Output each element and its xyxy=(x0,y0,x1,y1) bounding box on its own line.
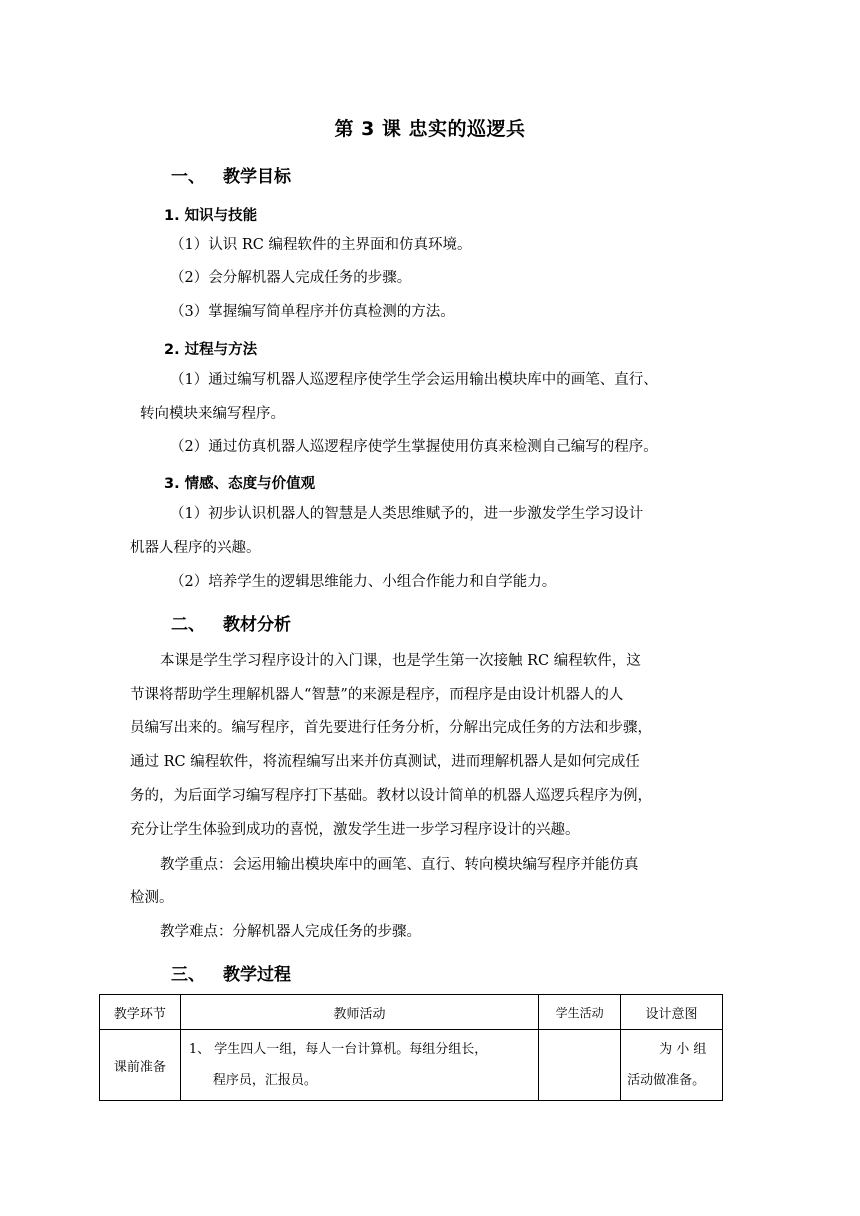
section-heading-process xyxy=(171,960,291,985)
stage-cell: 课前准备 xyxy=(100,1030,181,1101)
difficulty-line: 教学难点：分解机器人完成任务的步骤。 xyxy=(160,924,421,940)
goal-item-continuation: 机器人程序的兴趣。 xyxy=(130,540,261,556)
intent-line: 为 小 组 xyxy=(659,1042,707,1057)
goal-item: （2）会分解机器人完成任务的步骤。 xyxy=(170,270,412,286)
subheading-emotion: 3. 情感、态度与价值观 xyxy=(164,476,316,492)
lesson-title: 第 3 课 忠实的巡逻兵 xyxy=(334,118,526,140)
student-activity-cell xyxy=(539,1030,621,1101)
teacher-activity-cell xyxy=(180,1030,538,1101)
table-header-row xyxy=(100,995,723,1030)
section-number: 二、 xyxy=(171,615,205,635)
goal-item: （3）掌握编写简单程序并仿真检测的方法。 xyxy=(170,304,455,320)
section-number: 一、 xyxy=(171,167,205,187)
goal-item: （1）认识 RC 编程软件的主界面和仿真环境。 xyxy=(170,237,472,253)
table-header-cell: 教学环节 xyxy=(100,995,181,1030)
goal-item: （1）通过编写机器人巡逻程序使学生学会运用输出模块库中的画笔、直行、 xyxy=(170,372,658,388)
intent-line: 活动做准备。 xyxy=(627,1073,706,1088)
section-number: 三、 xyxy=(171,965,205,985)
section-heading-goals xyxy=(171,162,291,187)
table-header-cell: 设计意图 xyxy=(621,995,723,1030)
key-point-line: 教学重点：会运用输出模块库中的画笔、直行、转向模块编写程序并能仿真 xyxy=(160,857,639,873)
section-title: 教学目标 xyxy=(223,167,291,187)
goal-item: （1）初步认识机器人的智慧是人类思维赋予的，进一步激发学生学习设计 xyxy=(170,506,644,522)
subheading-knowledge: 1. 知识与技能 xyxy=(164,208,258,224)
key-point-continuation: 检测。 xyxy=(130,890,174,906)
subheading-process: 2. 过程与方法 xyxy=(164,342,258,358)
section-title: 教材分析 xyxy=(223,615,291,635)
section-heading-analysis xyxy=(171,610,291,635)
analysis-line: 通过 RC 编程软件，将流程编写出来并仿真测试，进而理解机器人是如何完成任 xyxy=(130,754,640,770)
analysis-line: 员编写出来的。编写程序，首先要进行任务分析，分解出完成任务的方法和步骤， xyxy=(130,720,652,736)
table-header-cell: 教师活动 xyxy=(180,995,538,1030)
goal-item-continuation: 转向模块来编写程序。 xyxy=(140,406,285,422)
analysis-line: 节课将帮助学生理解机器人“智慧”的来源是程序，而程序是由设计机器人的人 xyxy=(130,687,624,703)
goal-item: （2）培养学生的逻辑思维能力、小组合作能力和自学能力。 xyxy=(170,574,557,590)
section-title: 教学过程 xyxy=(223,965,291,985)
analysis-line: 充分让学生体验到成功的喜悦，激发学生进一步学习程序设计的兴趣。 xyxy=(130,822,580,838)
goal-item: （2）通过仿真机器人巡逻程序使学生掌握使用仿真来检测自己编写的程序。 xyxy=(170,439,658,455)
teacher-activity-line: 程序员，汇报员。 xyxy=(212,1073,317,1088)
table-row xyxy=(100,1030,723,1101)
intent-cell xyxy=(621,1030,723,1101)
table-header-cell: 学生活动 xyxy=(539,995,621,1030)
analysis-line: 本课是学生学习程序设计的入门课，也是学生第一次接触 RC 编程软件，这 xyxy=(160,653,641,669)
analysis-line: 务的，为后面学习编写程序打下基础。教材以设计简单的机器人巡逻兵程序为例， xyxy=(130,788,652,804)
teacher-activity-line: 1、 学生四人一组，每人一台计算机。每组分组长， xyxy=(188,1042,488,1057)
teaching-process-table xyxy=(99,994,723,1101)
